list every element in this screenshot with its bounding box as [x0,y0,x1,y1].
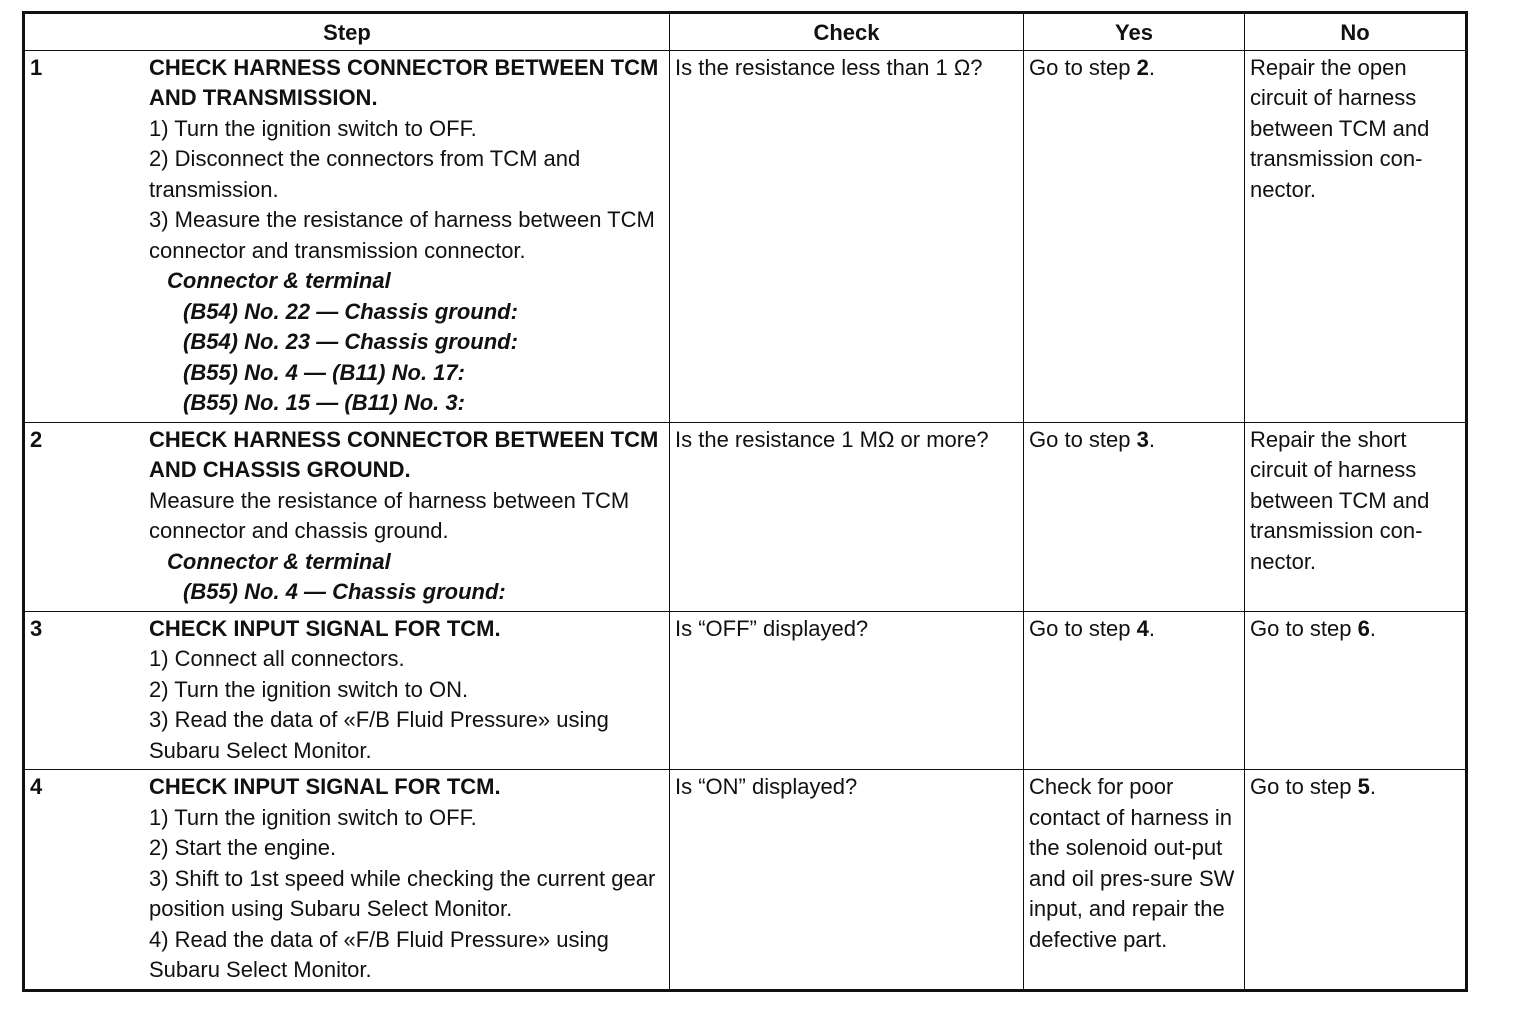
yes-text: Go to step [1029,426,1137,452]
terminal-spec: (B54) No. 22 — Chassis ground: [183,298,518,324]
header-no: No [1245,13,1467,51]
step-number: 4 [30,774,43,799]
yes-text: Go to step [1029,54,1137,80]
header-step: Step [24,13,670,51]
step-instruction: 3) Measure the resistance of harness between TCM connector and transmission connector. [149,207,655,263]
step-cell [24,422,670,611]
no-cell: Repair the short circuit of harness between TCM and transmission con-nector. [1245,422,1467,611]
yes-suffix: . [1148,426,1155,452]
header-check: Check [670,13,1024,51]
step-title: CHECK INPUT SIGNAL FOR TCM. [149,774,501,799]
diagnostic-table [22,11,1468,992]
no-text: Go to step [1250,615,1358,641]
no-text: Go to step [1250,774,1358,799]
check-cell: Is the resistance 1 MΩ or more? [670,422,1024,611]
step-instruction: 3) Shift to 1st speed while checking the current gear position using Subaru Select Monitor. [149,865,656,921]
terminal-spec: (B55) No. 15 — (B11) No. 3: [183,390,465,415]
connector-terminal-label: Connector & terminal [167,548,391,574]
yes-suffix: . [1148,615,1155,641]
step-instruction: 1) Turn the ignition switch to OFF. [149,115,477,141]
no-step-ref: 5 [1357,774,1370,799]
check-cell: Is “OFF” displayed? [670,611,1024,770]
step-cell [24,50,670,422]
connector-terminal-label: Connector & terminal [167,268,391,293]
no-step-ref: 6 [1357,615,1370,641]
no-cell: Repair the open circuit of harness between TCM and transmission con-nector. [1245,50,1467,422]
step-instruction: 2) Turn the ignition switch to ON. [149,676,469,702]
yes-cell [1024,611,1245,770]
header-yes: Yes [1024,13,1245,51]
step-instruction: 2) Disconnect the connectors from TCM and transmission. [149,146,581,202]
step-title: CHECK INPUT SIGNAL FOR TCM. [149,615,501,641]
check-cell: Is the resistance less than 1 Ω? [670,50,1024,422]
step-cell [24,770,670,991]
table-row [24,422,1467,611]
terminal-spec: (B55) No. 4 — Chassis ground: [183,579,506,604]
step-instruction: 2) Start the engine. [149,835,337,860]
step-number: 2 [30,426,43,452]
terminal-spec: (B54) No. 23 — Chassis ground: [183,329,518,354]
yes-step-ref: 4 [1136,615,1149,641]
step-instruction: Measure the resistance of harness between TCM connector and chassis ground. [149,487,630,543]
yes-suffix: . [1148,54,1155,80]
step-instruction: 3) Read the data of «F/B Fluid Pressure» using Subaru Select Monitor. [149,707,609,763]
yes-cell: Check for poor contact of harness in the solenoid out-put and oil pres-sure SW input, and repair the defective part. [1024,770,1245,991]
step-number: 3 [30,615,43,641]
step-cell [24,611,670,770]
step-instruction: 1) Connect all connectors. [149,646,405,671]
no-cell [1245,770,1467,991]
header-row [24,13,1467,51]
yes-step-ref: 3 [1136,426,1149,452]
yes-text: Go to step [1029,615,1137,641]
step-instruction: 4) Read the data of «F/B Fluid Pressure» using Subaru Select Monitor. [149,926,609,982]
step-instruction: 1) Turn the ignition switch to OFF. [149,804,477,830]
no-cell [1245,611,1467,770]
table-row [24,770,1467,991]
table-row [24,611,1467,770]
yes-cell [1024,50,1245,422]
no-suffix: . [1369,774,1376,799]
yes-step-ref: 2 [1136,54,1149,80]
step-number: 1 [30,54,43,80]
no-suffix: . [1369,615,1376,641]
step-title: CHECK HARNESS CONNECTOR BETWEEN TCM AND CHASSIS GROUND. [149,426,659,482]
yes-cell [1024,422,1245,611]
terminal-spec: (B55) No. 4 — (B11) No. 17: [183,359,465,385]
step-title: CHECK HARNESS CONNECTOR BETWEEN TCM AND TRANSMISSION. [149,54,659,110]
check-cell: Is “ON” displayed? [670,770,1024,991]
table-row [24,50,1467,422]
